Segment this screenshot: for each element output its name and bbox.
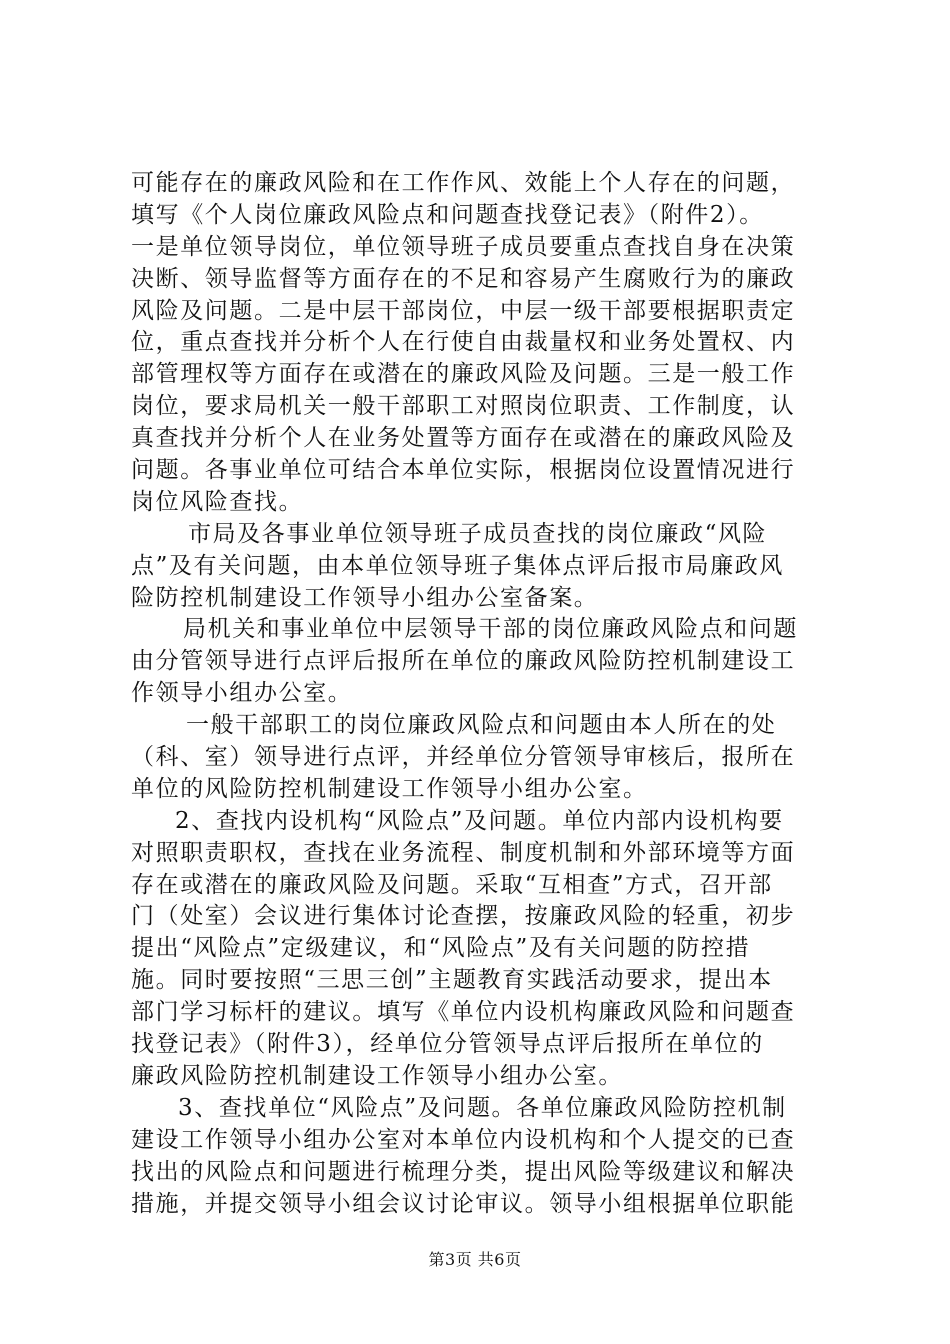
text-line: 作领导小组办公室。 xyxy=(131,680,353,707)
text-line: 找出的风险点和问题进行梳理分类，提出风险等级建议和解决 xyxy=(131,1158,796,1185)
text-line: 一般干部职工的岗位廉政风险点和问题由本人所在的处 xyxy=(186,712,777,739)
text-line: 3、查找单位“风险点”及问题。各单位廉政风险防控机制 xyxy=(178,1094,787,1121)
text-line: 填写《个人岗位廉政风险点和问题查找登记表》（附件2）。 xyxy=(131,201,764,228)
text-line: 市局及各事业单位领导班子成员查找的岗位廉政“风险 xyxy=(188,520,768,547)
text-line: 提出“风险点”定级建议，和“风险点”及有关问题的防控措 xyxy=(131,935,751,962)
text-line: 存在或潜在的廉政风险及问题。采取“互相查”方式，召开部 xyxy=(131,871,773,898)
text-line: 找登记表》（附件3），经单位分管领导点评后报所在单位的 xyxy=(131,1031,764,1058)
text-line: 点”及有关问题，由本单位领导班子集体点评后报市局廉政风 xyxy=(131,552,784,579)
text-line: 岗位风险查找。 xyxy=(131,488,304,515)
text-line: 问题。各事业单位可结合本单位实际，根据岗位设置情况进行 xyxy=(131,457,796,484)
text-line: 真查找并分析个人在业务处置等方面存在或潜在的廉政风险及 xyxy=(131,425,796,452)
text-line: 由分管领导进行点评后报所在单位的廉政风险防控机制建设工 xyxy=(131,648,796,675)
text-line: 决断、领导监督等方面存在的不足和容易产生腐败行为的廉政 xyxy=(131,265,796,292)
text-line: 建设工作领导小组办公室对本单位内设机构和个人提交的已查 xyxy=(131,1126,796,1153)
text-line: 险防控机制建设工作领导小组办公室备案。 xyxy=(131,584,599,611)
document-body xyxy=(131,168,831,1220)
text-line: 对照职责职权，查找在业务流程、制度机制和外部环境等方面 xyxy=(131,839,796,866)
text-line: 措施，并提交领导小组会议讨论审议。领导小组根据单位职能 xyxy=(131,1190,796,1217)
text-line: 位，重点查找并分析个人在行使自由裁量权和业务处置权、内 xyxy=(131,329,796,356)
text-line: 2、查找内设机构“风险点”及问题。单位内部内设机构要 xyxy=(175,807,784,834)
text-line: 部管理权等方面存在或潜在的廉政风险及问题。三是一般工作 xyxy=(131,361,796,388)
text-line: 可能存在的廉政风险和在工作作风、效能上个人存在的问题， xyxy=(131,170,796,196)
text-line: 施。同时要按照“三思三创”主题教育实践活动要求，提出本 xyxy=(131,967,773,994)
text-line: 门（处室）会议进行集体讨论查摆，按廉政风险的轻重，初步 xyxy=(131,903,796,930)
text-line: 部门学习标杆的建议。填写《单位内设机构廉政风险和问题查 xyxy=(131,999,796,1026)
text-line: （科、室）领导进行点评，并经单位分管领导审核后，报所在 xyxy=(131,744,796,771)
text-line: 岗位，要求局机关一般干部职工对照岗位职责、工作制度，认 xyxy=(131,393,796,420)
text-line: 局机关和事业单位中层领导干部的岗位廉政风险点和问题 xyxy=(183,616,798,643)
text-line: 廉政风险防控机制建设工作领导小组办公室。 xyxy=(131,1062,623,1089)
page-footer: 第3页 共6页 xyxy=(428,1250,522,1269)
text-line: 风险及问题。二是中层干部岗位，中层一级干部要根据职责定 xyxy=(131,297,796,324)
text-line: 一是单位领导岗位，单位领导班子成员要重点查找自身在决策 xyxy=(131,233,796,260)
text-line: 单位的风险防控机制建设工作领导小组办公室。 xyxy=(131,775,648,802)
